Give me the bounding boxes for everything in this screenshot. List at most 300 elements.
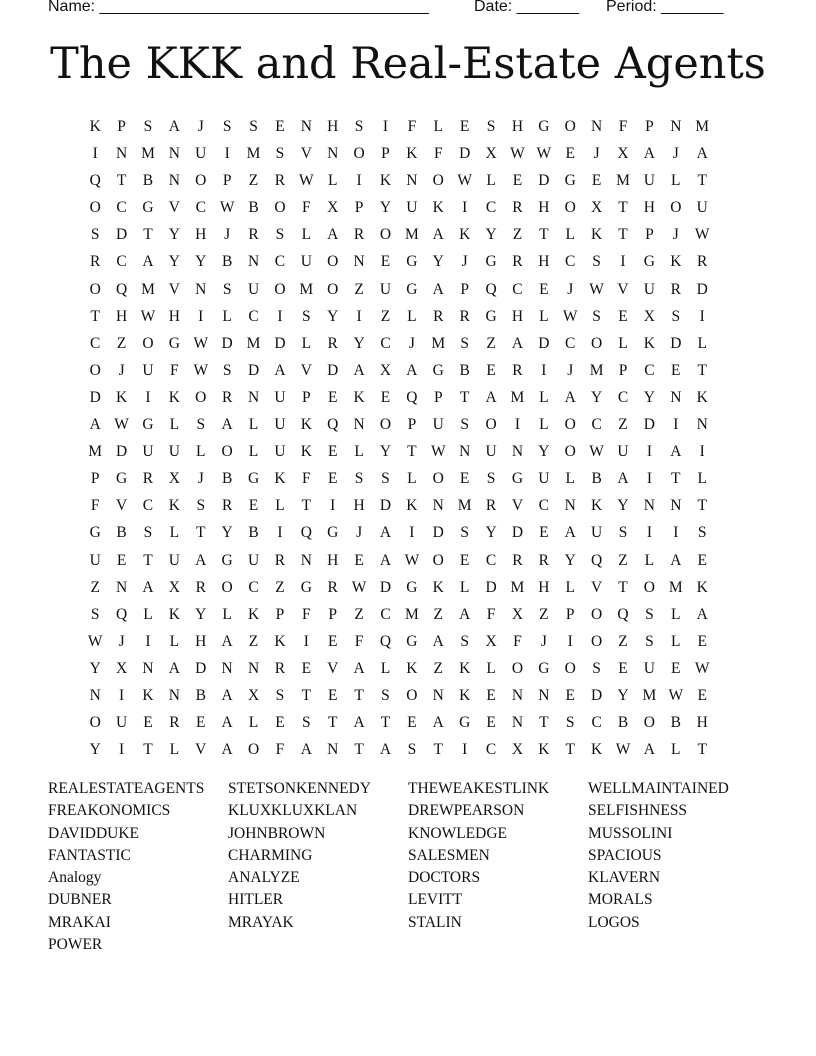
grid-letter: A (379, 524, 392, 542)
grid-letter: H (195, 226, 207, 244)
grid-letter: S (671, 307, 681, 325)
grid-letter: X (379, 361, 392, 379)
grid-letter: O (591, 632, 603, 650)
grid-letter: F (170, 361, 179, 379)
grid-letter: C (565, 334, 576, 352)
grid-letter: K (459, 659, 471, 677)
grid-letter: A (353, 361, 365, 379)
grid-letter: R (327, 578, 338, 596)
grid-letter: Q (300, 524, 312, 542)
grid-letter: U (538, 470, 550, 488)
grid-letter: M (695, 118, 710, 135)
grid-letter: A (670, 551, 682, 569)
grid-letter: O (89, 361, 101, 379)
grid-letter: V (195, 741, 207, 759)
grid-letter: O (591, 334, 603, 352)
grid-letter: N (300, 551, 312, 569)
grid-letter: L (407, 470, 417, 488)
grid-row (82, 140, 715, 167)
grid-letter: U (274, 416, 286, 434)
word-list-item: JOHNBROWN (228, 824, 326, 842)
grid-row (82, 574, 715, 601)
grid-letter: O (89, 199, 101, 217)
grid-letter: N (643, 497, 655, 515)
grid-letter: L (671, 605, 681, 623)
grid-letter: D (247, 361, 260, 379)
word-list-item: MRAKAI (48, 913, 111, 931)
grid-letter: W (589, 280, 604, 298)
grid-letter: R (221, 497, 233, 515)
grid-letter: I (462, 741, 468, 759)
grid-letter: N (195, 280, 207, 298)
grid-letter: G (538, 659, 550, 677)
grid-letter: H (327, 551, 339, 569)
grid-letter: E (671, 659, 681, 677)
grid-letter: E (486, 361, 496, 379)
grid-letter: O (643, 714, 655, 732)
grid-letter: I (699, 443, 705, 461)
grid-letter: K (168, 388, 180, 406)
grid-letter: G (142, 416, 154, 434)
grid-letter: F (275, 741, 285, 759)
grid-letter: W (299, 172, 314, 190)
grid-letter: W (87, 632, 103, 650)
grid-row (82, 357, 715, 384)
grid-letter: N (221, 659, 233, 677)
grid-letter: T (301, 497, 312, 515)
grid-letter: C (644, 361, 655, 379)
word-row (48, 845, 788, 867)
grid-letter: I (224, 145, 230, 163)
grid-letter: D (538, 334, 550, 352)
grid-letter: K (300, 443, 312, 461)
grid-letter: G (300, 578, 312, 596)
grid-letter: O (89, 714, 101, 732)
grid-letter: L (407, 307, 417, 325)
grid-letter: N (538, 686, 550, 704)
letter-grid (82, 113, 715, 763)
grid-letter: O (353, 145, 365, 163)
grid-letter: P (354, 199, 364, 217)
grid-letter: J (197, 118, 204, 135)
grid-letter: A (353, 659, 365, 677)
grid-row (82, 384, 715, 411)
grid-letter: L (486, 659, 496, 677)
grid-letter: L (169, 632, 180, 650)
grid-letter: U (591, 524, 603, 542)
grid-letter: C (248, 307, 259, 325)
grid-letter: C (142, 497, 154, 515)
grid-letter: S (143, 524, 153, 542)
grid-letter: D (115, 226, 128, 244)
grid-letter: S (196, 416, 206, 434)
grid-letter: E (512, 172, 523, 190)
grid-letter: A (564, 524, 576, 542)
grid-letter: K (379, 172, 392, 190)
grid-letter: P (407, 416, 417, 434)
word-row (48, 912, 788, 934)
grid-letter: J (118, 361, 125, 379)
grid-letter: P (381, 145, 390, 163)
page-title: The KKK and Real-Estate Agents (50, 39, 766, 89)
grid-letter: E (143, 714, 153, 732)
grid-letter: N (670, 388, 682, 406)
grid-letter: E (565, 145, 575, 163)
word-list-item: FREAKONOMICS (48, 802, 171, 820)
grid-letter: K (643, 334, 655, 352)
grid-letter: L (618, 334, 628, 352)
grid-letter: S (90, 226, 100, 244)
grid-letter: U (432, 416, 444, 434)
word-list-item: STETSONKENNEDY (228, 780, 371, 797)
grid-letter: I (119, 741, 125, 759)
grid-letter: O (432, 551, 444, 569)
grid-letter: T (697, 741, 707, 759)
grid-letter: R (538, 551, 549, 569)
grid-letter: R (459, 307, 470, 325)
grid-letter: T (697, 497, 707, 515)
grid-letter: J (567, 361, 574, 379)
grid-letter: O (195, 388, 207, 406)
grid-letter: P (645, 118, 654, 135)
grid-letter: N (300, 118, 312, 135)
grid-letter: S (645, 605, 654, 623)
grid-letter: H (538, 253, 550, 271)
grid-letter: A (696, 145, 708, 163)
grid-letter: C (248, 578, 259, 596)
grid-letter: A (221, 714, 233, 732)
grid-letter: O (432, 172, 444, 190)
grid-letter: N (168, 172, 180, 190)
grid-letter: Y (538, 443, 550, 461)
word-list-item: MUSSOLINI (588, 824, 673, 842)
grid-letter: X (643, 307, 655, 325)
grid-letter: N (168, 686, 180, 704)
grid-letter: T (618, 226, 628, 244)
grid-row (82, 736, 715, 763)
grid-letter: L (671, 632, 681, 650)
grid-letter: N (327, 145, 339, 163)
grid-letter: D (274, 334, 286, 352)
grid-letter: Y (379, 199, 392, 217)
grid-letter: H (696, 714, 708, 732)
grid-letter: D (643, 416, 655, 434)
grid-letter: Z (433, 605, 443, 623)
grid-letter: G (538, 118, 550, 135)
grid-letter: X (168, 578, 180, 596)
grid-letter: S (196, 497, 206, 515)
word-row (48, 823, 788, 845)
grid-letter: I (409, 524, 415, 542)
grid-letter: R (512, 551, 523, 569)
grid-letter: W (694, 659, 710, 677)
grid-letter: H (327, 118, 339, 135)
grid-letter: G (432, 361, 444, 379)
grid-letter: D (115, 443, 128, 461)
grid-letter: L (275, 497, 285, 515)
grid-letter: U (485, 443, 497, 461)
grid-letter: N (432, 686, 444, 704)
grid-letter: S (222, 280, 232, 298)
grid-letter: E (618, 659, 628, 677)
grid-letter: E (327, 470, 338, 488)
grid-row (82, 628, 715, 655)
grid-letter: F (433, 145, 443, 163)
grid-letter: T (539, 714, 549, 732)
grid-letter: I (646, 443, 652, 461)
grid-letter: G (247, 470, 260, 488)
grid-letter: T (196, 524, 206, 542)
grid-letter: Q (89, 172, 101, 190)
date-field-label: Date: _______ (474, 0, 579, 15)
grid-letter: C (591, 416, 602, 434)
grid-letter: S (90, 605, 100, 623)
grid-row (82, 303, 715, 330)
grid-letter: W (589, 443, 604, 461)
grid-letter: X (511, 605, 524, 623)
grid-letter: E (459, 470, 470, 488)
grid-letter: N (670, 497, 682, 515)
grid-letter: I (145, 632, 151, 650)
grid-letter: O (89, 280, 101, 298)
grid-letter: D (195, 659, 207, 677)
grid-letter: A (274, 361, 286, 379)
grid-letter: K (459, 226, 471, 244)
grid-letter: Z (539, 605, 549, 623)
grid-letter: N (564, 497, 576, 515)
grid-letter: E (327, 632, 338, 650)
grid-letter: P (645, 226, 654, 244)
grid-letter: M (141, 145, 155, 163)
grid-letter: I (356, 172, 362, 190)
grid-letter: R (90, 253, 101, 271)
grid-letter: M (299, 280, 314, 298)
grid-letter: G (643, 253, 655, 271)
grid-letter: H (168, 307, 180, 325)
grid-letter: U (379, 280, 392, 298)
grid-letter: A (485, 388, 497, 406)
grid-letter: S (592, 253, 601, 271)
grid-letter: G (168, 334, 180, 352)
grid-letter: M (589, 361, 604, 379)
grid-letter: N (511, 443, 524, 461)
grid-letter: E (459, 551, 470, 569)
grid-letter: S (275, 226, 285, 244)
grid-letter: E (459, 118, 470, 135)
grid-letter: P (433, 388, 443, 406)
grid-letter: H (115, 307, 128, 325)
grid-letter: X (617, 145, 629, 163)
grid-letter: E (248, 497, 259, 515)
grid-letter: Z (380, 307, 391, 325)
grid-letter: K (406, 659, 418, 677)
grid-letter: S (565, 714, 575, 732)
grid-letter: A (327, 226, 339, 244)
grid-letter: K (432, 578, 444, 596)
grid-letter: W (219, 199, 235, 217)
grid-letter: C (116, 253, 127, 271)
grid-letter: Y (168, 226, 180, 244)
grid-letter: N (591, 118, 603, 135)
grid-letter: Y (485, 524, 497, 542)
grid-letter: U (247, 551, 260, 569)
grid-letter: E (301, 659, 312, 677)
grid-letter: B (459, 361, 470, 379)
grid-letter: W (193, 334, 209, 352)
grid-letter: L (248, 714, 259, 732)
grid-letter: U (617, 443, 629, 461)
word-row (48, 778, 788, 800)
grid-letter: C (538, 497, 549, 515)
grid-letter: Y (432, 253, 444, 271)
grid-letter: C (617, 388, 629, 406)
grid-letter: B (142, 172, 154, 190)
grid-letter: I (514, 416, 521, 434)
grid-letter: Z (248, 172, 259, 190)
word-list (48, 778, 788, 956)
grid-letter: N (353, 253, 365, 271)
grid-letter: M (510, 388, 525, 406)
grid-letter: I (145, 388, 151, 406)
grid-letter: X (247, 686, 260, 704)
grid-letter: L (539, 307, 549, 325)
grid-letter: K (406, 145, 418, 163)
grid-letter: U (300, 253, 312, 271)
grid-letter: A (696, 605, 708, 623)
grid-letter: N (142, 659, 154, 677)
grid-letter: O (327, 280, 339, 298)
grid-letter: A (89, 416, 101, 434)
grid-letter: A (195, 551, 207, 569)
grid-letter: L (354, 443, 364, 461)
grid-letter: R (697, 253, 708, 271)
grid-letter: D (379, 497, 392, 515)
word-list-item: KLAVERN (588, 869, 661, 887)
grid-letter: D (670, 334, 682, 352)
grid-row (82, 709, 715, 736)
grid-letter: T (143, 741, 153, 759)
grid-letter: Q (591, 551, 603, 569)
grid-letter: R (274, 551, 286, 569)
grid-letter: L (327, 172, 338, 190)
grid-letter: Y (195, 605, 207, 623)
grid-letter: K (696, 578, 708, 596)
grid-letter: A (459, 605, 471, 623)
grid-letter: T (618, 199, 628, 217)
grid-letter: A (564, 388, 576, 406)
grid-letter: A (221, 416, 233, 434)
grid-letter: R (512, 199, 523, 217)
grid-row (82, 465, 715, 492)
grid-letter: I (673, 524, 679, 542)
grid-letter: N (327, 741, 339, 759)
grid-letter: T (407, 443, 417, 461)
grid-letter: R (512, 253, 523, 271)
grid-letter: J (356, 524, 363, 542)
grid-letter: H (195, 632, 207, 650)
grid-letter: Z (116, 334, 127, 352)
grid-letter: O (406, 686, 418, 704)
grid-letter: F (513, 632, 522, 650)
grid-letter: I (277, 307, 283, 325)
grid-letter: I (541, 361, 547, 379)
grid-letter: R (169, 714, 180, 732)
grid-letter: I (646, 524, 652, 542)
grid-letter: K (406, 497, 418, 515)
grid-letter: Z (512, 226, 523, 244)
grid-letter: T (301, 686, 312, 704)
grid-letter: M (404, 226, 419, 244)
grid-letter: C (195, 199, 206, 217)
period-field-label: Period: _______ (606, 0, 724, 15)
grid-row (82, 519, 715, 546)
grid-letter: A (617, 470, 629, 488)
grid-letter: Q (115, 605, 128, 623)
grid-letter: N (696, 416, 708, 434)
grid-letter: T (433, 741, 443, 759)
grid-letter: T (143, 551, 153, 569)
grid-letter: H (353, 497, 365, 515)
grid-letter: A (300, 741, 312, 759)
grid-row (82, 221, 715, 248)
grid-letter: S (302, 307, 311, 325)
word-list-item: CHARMING (228, 846, 313, 864)
grid-letter: C (591, 714, 602, 732)
word-list-item: DUBNER (48, 891, 112, 909)
grid-letter: Q (115, 280, 128, 298)
grid-letter: S (645, 632, 654, 650)
grid-letter: Q (485, 280, 497, 298)
grid-letter: L (671, 172, 681, 190)
grid-letter: Q (617, 605, 629, 623)
grid-letter: P (117, 118, 126, 135)
word-row (48, 800, 788, 822)
grid-letter: A (221, 741, 233, 759)
grid-letter: L (539, 388, 549, 406)
word-list-item: SPACIOUS (588, 846, 662, 864)
grid-letter: M (668, 578, 683, 596)
grid-letter: Z (486, 334, 496, 352)
word-row (48, 867, 788, 889)
grid-letter: T (565, 741, 575, 759)
grid-letter: I (330, 497, 336, 515)
grid-letter: F (354, 632, 364, 650)
word-list-item: REALESTATEAGENTS (48, 780, 205, 797)
word-list-item: MRAYAK (228, 913, 294, 931)
grid-letter: S (460, 416, 469, 434)
grid-letter: E (591, 172, 602, 190)
grid-letter: S (249, 118, 258, 135)
grid-letter: H (511, 118, 524, 135)
grid-letter: K (274, 470, 286, 488)
grid-letter: K (168, 497, 180, 515)
grid-letter: G (221, 551, 233, 569)
grid-letter: U (643, 172, 655, 190)
grid-letter: E (697, 686, 707, 704)
grid-letter: K (168, 605, 180, 623)
grid-letter: A (379, 741, 392, 759)
grid-row (82, 167, 715, 194)
word-list-item: KLUXKLUXKLAN (228, 802, 358, 820)
grid-letter: L (169, 524, 180, 542)
grid-letter: L (459, 578, 470, 596)
grid-letter: R (248, 226, 259, 244)
grid-row (82, 601, 715, 628)
grid-letter: L (565, 226, 575, 244)
grid-row (82, 330, 715, 357)
grid-letter: L (565, 470, 575, 488)
grid-letter: N (89, 686, 101, 704)
